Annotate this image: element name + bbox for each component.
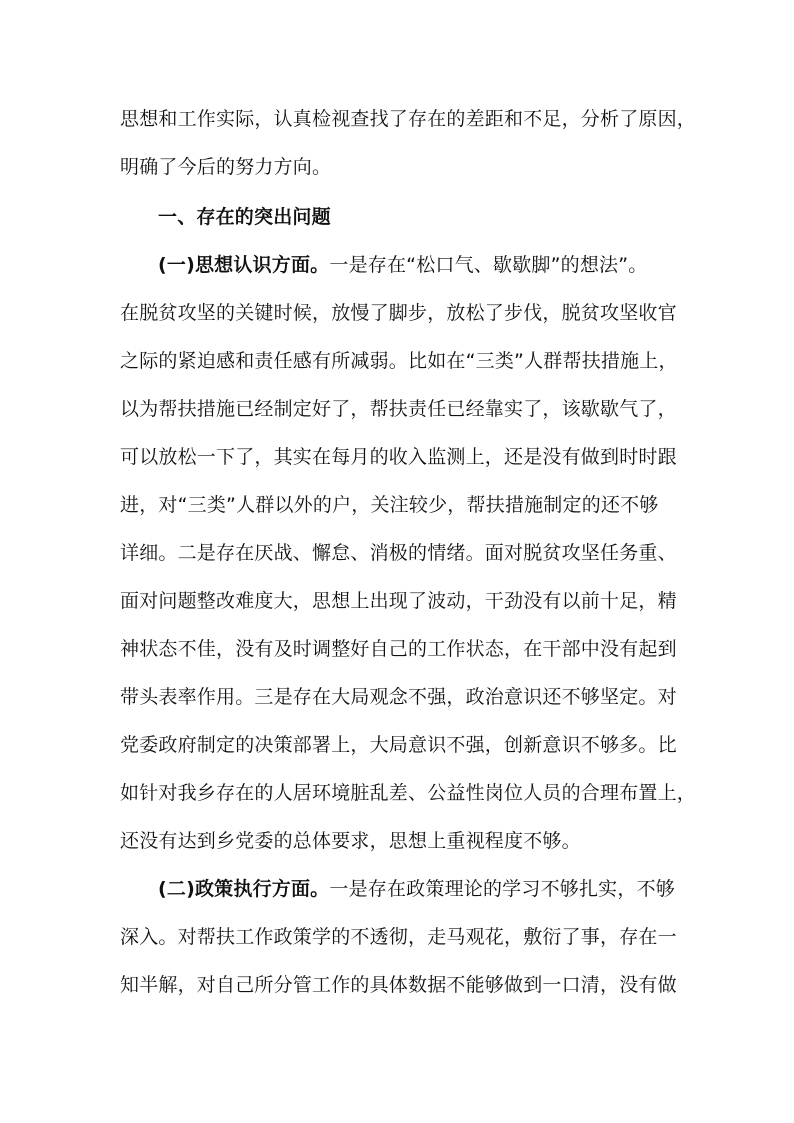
body-line-13: 带头表率作用。三是存在大局观念不强，政治意识还不够坚定。对 <box>120 686 677 708</box>
body-line-5: 在脱贫攻坚的关键时候，放慢了脚步，放松了步伐，脱贫攻坚收官 <box>120 302 677 324</box>
body-line-7: 以为帮扶措施已经制定好了，帮扶责任已经靠实了，该歇歇气了， <box>120 398 677 420</box>
body-line-6: 之际的紧迫感和责任感有所减弱。比如在“三类”人群帮扶措施上， <box>120 350 678 372</box>
body-line-8: 可以放松一下了，其实在每月的收入监测上，还是没有做到时时跟 <box>120 446 677 468</box>
subsection-text-1: 一是存在“松口气、歇歇脚”的想法”。 <box>329 254 648 276</box>
body-line-2: 明确了今后的努力方向。 <box>120 156 332 178</box>
body-line-14: 党委政府制定的决策部署上，大局意识不强，创新意识不够多。比 <box>120 734 677 756</box>
subsection-heading-1: (一)思想认识方面。 <box>158 254 330 276</box>
body-line-16: 还没有达到乡党委的总体要求，思想上重视程度不够。 <box>120 830 581 852</box>
subsection-heading-2: (二)政策执行方面。 <box>158 878 330 900</box>
body-line-11: 面对问题整改难度大，思想上出现了波动，干劲没有以前十足，精 <box>120 590 677 612</box>
body-line-12: 神状态不佳，没有及时调整好自己的工作状态，在干部中没有起到 <box>120 638 677 660</box>
body-line-10: 详细。二是存在厌战、懈怠、消极的情绪。面对脱贫攻坚任务重、 <box>120 542 677 564</box>
subsection-line-1 <box>158 253 648 277</box>
subsection-line-2 <box>158 877 675 901</box>
body-line-18: 深入。对帮扶工作政策学的不透彻，走马观花，敷衍了事，存在一 <box>120 926 677 948</box>
body-line-15: 如针对我乡存在的人居环境脏乱差、公益性岗位人员的合理布置上， <box>120 782 697 804</box>
body-line-1: 思想和工作实际，认真检视查找了存在的差距和不足，分析了原因， <box>120 108 697 130</box>
subsection-text-2: 一是存在政策理论的学习不够扎实，不够 <box>329 878 675 900</box>
section-heading: 一、存在的突出问题 <box>158 206 331 228</box>
body-line-19: 知半解，对自己所分管工作的具体数据不能够做到一口清，没有做 <box>120 974 677 996</box>
body-line-9: 进，对“三类”人群以外的户，关注较少，帮扶措施制定的还不够 <box>120 494 659 516</box>
